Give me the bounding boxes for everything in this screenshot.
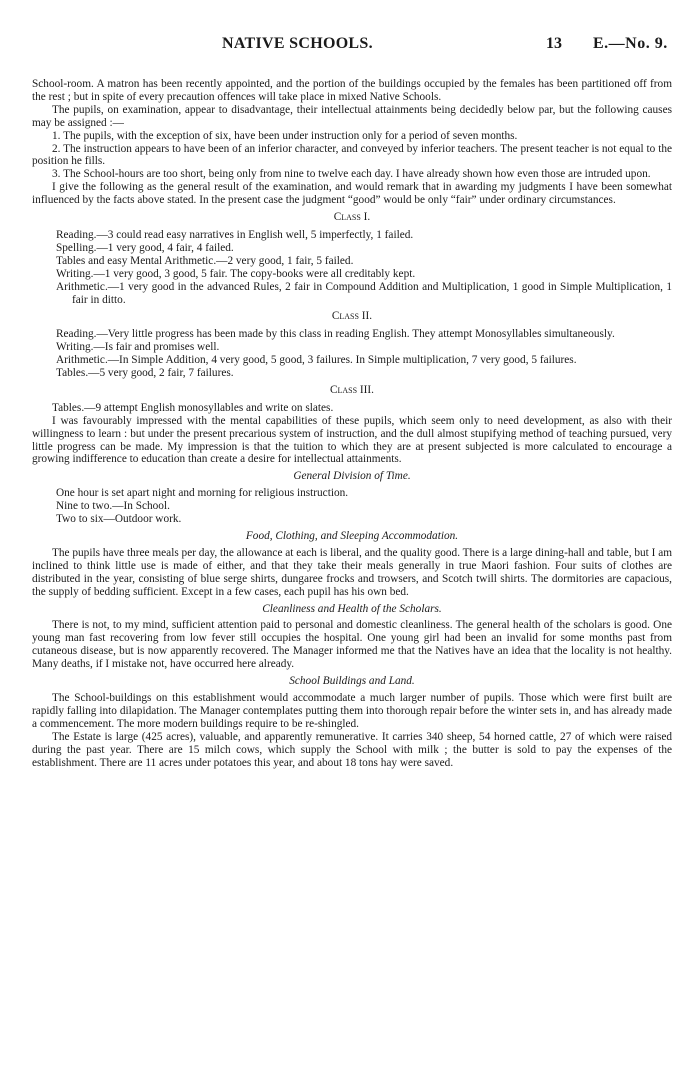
list-item: Tables and easy Mental Arithmetic.—2 very good, 1 fair, 5 failed. (56, 254, 354, 267)
class-1-results (32, 229, 672, 306)
running-title: NATIVE SCHOOLS. (222, 35, 373, 52)
list-item: Arithmetic.—1 very good in the advanced Rules, 2 fair in Compound Addition and Multiplication, 1 good in Simple Multiplication, 1 fair in ditto. (56, 280, 672, 306)
class-2-results (32, 328, 672, 380)
cause-2: 2. The instruction appears to have been of an inferior character, and conveyed by inferior teachers. The present teacher is not equal to the position he fills. (32, 142, 672, 168)
buildings-heading: School Buildings and Land. (289, 675, 415, 688)
buildings-paragraph: The School-buildings on this establishment would accommodate a much larger number of pupils. Those which were first built are rapidly falling into dilapidation. The Manager contemplates putting them into thorough repair before the winter sets in, and has already made a commencement. The more modern buildings require to be re-shingled. (32, 691, 672, 730)
class-1-heading: Class I. (333, 211, 371, 224)
list-item: Arithmetic.—In Simple Addition, 4 very good, 5 good, 3 failures. In Simple multiplication, 7 very good, 5 failures. (56, 354, 577, 367)
intro-paragraph: I give the following as the general result of the examination, and would remark that in awarding my judgments I have been somewhat influenced by the facts above stated. In the present case the judgment “good” would be only “fair” under ordinary circumstances. (32, 181, 672, 207)
list-item: One hour is set apart night and morning for religious instruction. (56, 487, 349, 500)
health-heading: Cleanliness and Health of the Scholars. (262, 602, 442, 615)
document-reference: E.—No. 9. (593, 35, 668, 52)
intro-paragraph: School-room. A matron has been recently appointed, and the portion of the buildings occupied by the females has been partitioned off from the rest ; but in spite of every precaution offences will take place in mixed Native Schools. (32, 78, 672, 103)
document-body (32, 78, 672, 769)
health-paragraph: There is not, to my mind, sufficient attention paid to personal and domestic cleanliness. The general health of the scholars is good. One young man fast recovering from low fever still occupies the hospital. One young girl had been an invalid for some months past from cutaneous disease, but is now apparently recovered. The Manager informed me that the Natives have an idea that the locality is not healthy. Many deaths, if I mistake not, have occurred here already. (32, 619, 672, 671)
estate-paragraph: The Estate is large (425 acres), valuable, and apparently remunerative. It carries 340 sheep, 54 horned cattle, 27 of which were raised during the past year. There are 15 milch cows, which supply the School with milk ; the butter is sold to pay the expenses of the establishment. There are 11 acres under potatoes this year, and about 18 tons hay were saved. (32, 730, 672, 769)
list-item: Reading.—Very little progress has been made by this class in reading English. They attempt Monosyllables simultaneously. (56, 328, 615, 341)
food-paragraph: The pupils have three meals per day, the allowance at each is liberal, and the quality good. There is a large dining-hall and table, but I am inclined to think little use is made of either, and that they take their meals generally in true Maori fashion. Four suits of clothes are distributed in the year, consisting of blue serge shirts, dungaree frocks and trowsers, and Scotch twill shirts. The dormitories are capacious, the supply of bedding sufficient. Except in a few cases, each pupil has his own bed. (32, 546, 672, 598)
page-header (32, 35, 672, 58)
cause-3: 3. The School-hours are too short, being only from nine to twelve each day. I have already shown how even those are intruded upon. (52, 168, 651, 181)
list-item: Spelling.—1 very good, 4 fair, 4 failed. (56, 241, 234, 254)
list-item: Tables.—5 very good, 2 fair, 7 failures. (56, 367, 234, 380)
list-item: Reading.—3 could read easy narratives in English well, 5 imperfectly, 1 failed. (56, 228, 414, 241)
division-heading: General Division of Time. (293, 470, 411, 483)
list-item: Nine to two.—In School. (56, 500, 170, 513)
intro-paragraph: The pupils, on examination, appear to disadvantage, their intellectual attainments being decidedly below par, but the following causes may be assigned :— (32, 103, 672, 129)
class-3-paragraph: Tables.—9 attempt English monosyllables and write on slates. (52, 401, 334, 414)
page-number: 13 (546, 35, 562, 52)
class-3-heading: Class III. (329, 383, 375, 396)
class-3-paragraph: I was favourably impressed with the mental capabilities of these pupils, which seem only to need development, as also with their willingness to learn : but under the present precarious system of instruction, and the dull almost stupifying method of teaching pursued, very little progress can be made. My impression is that the tuition to which they are at present subjected is more calculated to encourage a growing indifference to education than create a desire for intellectual attainments. (32, 414, 672, 466)
class-2-heading: Class II. (331, 310, 373, 323)
list-item: Two to six—Outdoor work. (56, 513, 182, 526)
food-heading: Food, Clothing, and Sleeping Accommodation. (245, 530, 459, 542)
division-list (32, 487, 672, 526)
cause-1: 1. The pupils, with the exception of six, have been under instruction only for a period of seven months. (52, 129, 518, 142)
list-item: Writing.—Is fair and promises well. (56, 341, 220, 354)
list-item: Writing.—1 very good, 3 good, 5 fair. The copy-books were all creditably kept. (56, 267, 416, 280)
